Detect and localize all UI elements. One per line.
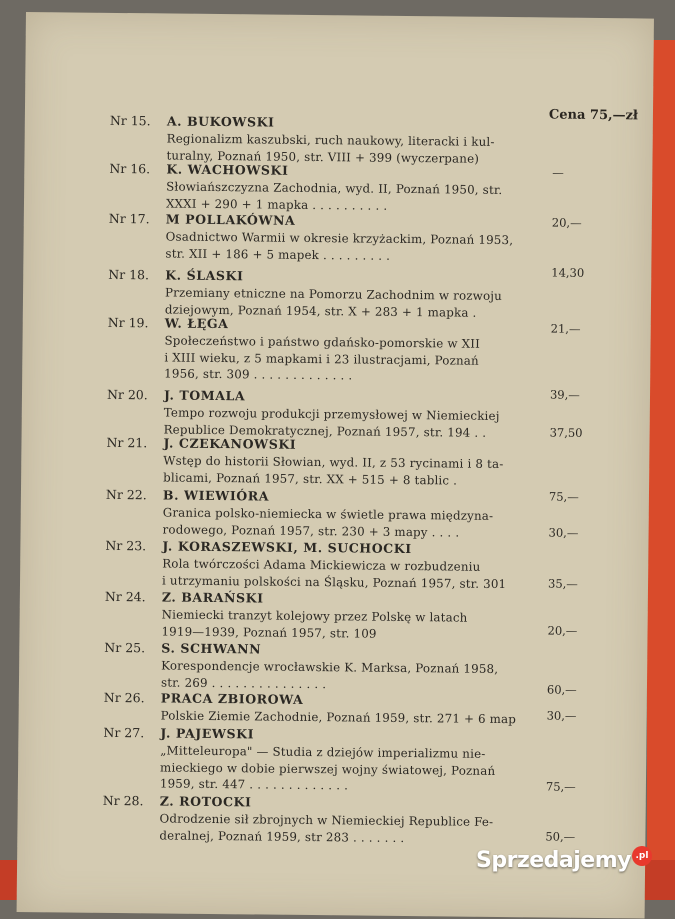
entry-price: 60,— bbox=[546, 682, 577, 697]
entry-description bbox=[165, 228, 545, 265]
entry-number: Nr 24. bbox=[104, 588, 146, 605]
entry-description-line: Korespondencje wrocławskie K. Marksa, Poznań 1958, bbox=[161, 658, 499, 676]
entry-number: Nr 19. bbox=[107, 314, 149, 331]
entry-description-line: Wstęp do historii Słowian, wyd. II, z 53 rycinami i 8 ta- bbox=[163, 453, 504, 472]
entry-price: 50,— bbox=[545, 829, 576, 844]
entry-description-line: 1919—1939, Poznań 1957, str. 109 bbox=[161, 623, 377, 641]
entry-description-line: i utrzymaniu polskości na Śląsku, Poznań 1957, str. 301 bbox=[161, 572, 507, 591]
entry-description-line: str. 269 . . . . . . . . . . . . . . . bbox=[160, 674, 327, 691]
entry-number: Nr 16. bbox=[109, 160, 151, 177]
entry-description-line: blicami, Poznań 1957, str. XX + 515 + 8 tablic . bbox=[163, 469, 458, 488]
entry-description-line: Polskie Ziemie Zachodnie, Poznań 1959, str. 271 + 6 map bbox=[160, 708, 517, 727]
entry-price: 30,— bbox=[548, 525, 579, 540]
entry-description-line: Tempo rozwoju produkcji przemysłowej w Niemieckiej bbox=[163, 405, 500, 423]
entry-number: Nr 27. bbox=[103, 724, 145, 741]
entry-number: Nr 26. bbox=[103, 689, 145, 706]
entry-description-line: Niemiecki tranzyt kolejowy przez Polskę w latach bbox=[161, 607, 468, 625]
entry-description-line: str. XII + 186 + 5 mapek . . . . . . . . . bbox=[165, 245, 391, 263]
entry-description-line: i XIII wieku, z 5 mapkami i 23 ilustracjami, Poznań bbox=[164, 349, 479, 368]
entry-number: Nr 18. bbox=[108, 266, 150, 283]
entry-number: Nr 28. bbox=[102, 792, 144, 809]
entry-description-line: Społeczeństwo i państwo gdańsko-pomorskie w XII bbox=[164, 333, 481, 351]
entry-description-line: 1959, str. 447 . . . . . . . . . . . . . bbox=[159, 776, 349, 793]
entry-author: K. WACHOWSKI bbox=[166, 161, 289, 178]
entry-description-line: Odrodzenie sił zbrojnych w Niemieckiej Republice Fe- bbox=[159, 811, 494, 829]
watermark-badge: .pl bbox=[632, 846, 652, 866]
entry-author: K. ŚLASKI bbox=[165, 267, 244, 284]
entry-author: W. ŁĘGA bbox=[164, 315, 229, 332]
entry-number: Nr 15. bbox=[109, 112, 151, 129]
entry-number: Nr 25. bbox=[104, 639, 146, 656]
entry-description bbox=[163, 452, 543, 489]
entry-author: J. PAJEWSKI bbox=[160, 725, 255, 742]
entry-description-line: 1956, str. 309 . . . . . . . . . . . . . bbox=[164, 366, 353, 383]
entry-price: 20,— bbox=[547, 623, 578, 638]
entry-description-line: rodowego, Poznań 1957, str. 230 + 3 mapy . . . . bbox=[162, 521, 460, 540]
entry-number: Nr 22. bbox=[105, 486, 147, 503]
entry-description-line: dziejowym, Poznań 1954, str. X + 283 + 1 mapka . bbox=[164, 301, 477, 320]
entry-price: 75,— bbox=[548, 489, 579, 504]
entry-description bbox=[164, 332, 544, 385]
entry-author: Z. BARAŃSKI bbox=[161, 589, 264, 606]
entry-price: 35,— bbox=[547, 576, 578, 591]
entry-description-line: Przemiany etniczne na Pomorzu Zachodnim w rozwoju bbox=[164, 285, 503, 303]
entry-number: Nr 21. bbox=[106, 434, 148, 451]
entry-price: 21,— bbox=[550, 321, 581, 336]
entry-description-line: Osadnictwo Warmii w okresie krzyżackim, Poznań 1953, bbox=[165, 229, 514, 248]
entry-author: Z. ROTOCKI bbox=[159, 793, 252, 810]
entry-price: 14,30 bbox=[551, 265, 585, 280]
entry-description-line: XXXI + 290 + 1 mapka . . . . . . . . . . bbox=[165, 195, 388, 213]
entry-price: 37,50 bbox=[549, 425, 583, 440]
entry-description-line: Regionalizm kaszubski, ruch naukowy, literacki i kul- bbox=[166, 131, 495, 149]
entry-author: M POLLAKÓWNA bbox=[165, 211, 296, 228]
entry-description bbox=[161, 707, 541, 727]
entry-author: J. CZEKANOWSKI bbox=[163, 435, 297, 452]
entry-number: Nr 23. bbox=[105, 537, 147, 554]
entry-description bbox=[161, 657, 541, 694]
entry-description bbox=[159, 810, 539, 847]
entry-price: 39,— bbox=[549, 387, 580, 402]
entry-price: — bbox=[552, 165, 564, 180]
entry-description bbox=[163, 504, 543, 541]
entry-author: S. SCHWANN bbox=[161, 640, 262, 657]
entry-description-line: deralnej, Poznań 1959, str 283 . . . . . . . bbox=[159, 827, 405, 845]
entry-author: J. KORASZEWSKI, M. SUCHOCKI bbox=[162, 538, 412, 557]
entry-description-line: „Mitteleuropa" — Studia z dziejów imperializmu nie- bbox=[160, 743, 486, 761]
entry-description-line: Słowiańszczyzna Zachodnia, wyd. II, Poznań 1950, str. bbox=[166, 179, 503, 197]
entry-author: B. WIEWIÓRA bbox=[162, 487, 270, 504]
entry-price: 30,— bbox=[546, 708, 577, 723]
entry-description-line: mieckiego w dobie pierwszej wojny światowej, Poznań bbox=[160, 759, 496, 778]
entry-price: 20,— bbox=[551, 215, 582, 230]
entry-price: 75,— bbox=[545, 779, 576, 794]
entry-author: J. TOMALA bbox=[163, 387, 246, 404]
entry-description-line: Republice Demokratycznej, Poznań 1957, str. 194 . . bbox=[163, 421, 487, 440]
entry-author: PRACA ZBIOROWA bbox=[160, 690, 304, 707]
entry-author: A. BUKOWSKI bbox=[166, 113, 275, 130]
entry-description bbox=[161, 606, 541, 643]
entry-number: Nr 20. bbox=[106, 386, 148, 403]
entry-description bbox=[162, 555, 542, 592]
entry-description-line: Granica polsko-niemiecka w świetle prawa międzyna- bbox=[162, 505, 494, 523]
entry-description bbox=[160, 742, 540, 795]
book-back-cover bbox=[17, 12, 654, 919]
cover-price: Cena 75,—zł bbox=[548, 107, 639, 124]
entry-description-line: turalny, Poznań 1950, str. VIII + 399 (wyczerpane) bbox=[166, 147, 480, 166]
entry-description-line: Rola twórczości Adama Mickiewicza w rozbudzeniu bbox=[162, 556, 481, 574]
entry-description bbox=[166, 178, 546, 215]
site-watermark: Sprzedajemy bbox=[476, 848, 631, 873]
entry-number: Nr 17. bbox=[108, 210, 150, 227]
